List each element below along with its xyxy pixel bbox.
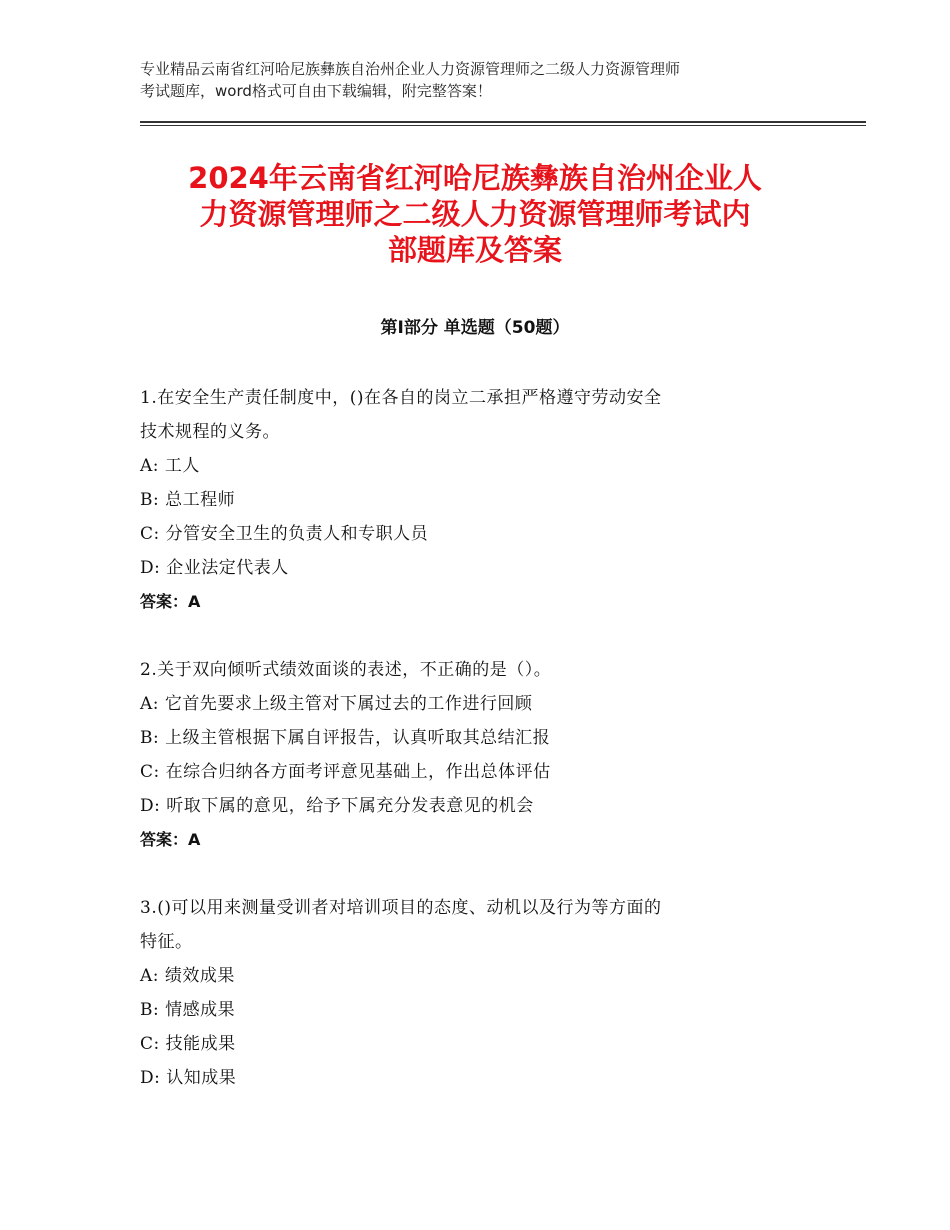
option-b: B: 情感成果: [140, 1000, 236, 1020]
question-3: [140, 891, 810, 1095]
header-line-2: 考试题库，word格式可自由下载编辑，附完整答案！: [140, 82, 492, 100]
title-line-1: 2024年云南省红河哈尼族彝族自治州企业人: [188, 161, 762, 195]
question-stem: 3.()可以用来测量受训者对培训项目的态度、动机以及行为等方面的: [140, 898, 662, 918]
question-stem: 1.在安全生产责任制度中，()在各自的岗立二承担严格遵守劳动安全: [140, 388, 662, 408]
title-line-3: 部题库及答案: [387, 233, 562, 267]
document-title: [120, 160, 830, 268]
option-c: C: 分管安全卫生的负责人和专职人员: [140, 524, 429, 544]
option-b: B: 上级主管根据下属自评报告，认真听取其总结汇报: [140, 728, 551, 748]
header-divider-thick: [140, 121, 866, 123]
question-1: [140, 381, 810, 619]
section-title: 第Ⅰ部分 单选题（50题）: [380, 318, 570, 338]
option-b: B: 总工程师: [140, 490, 236, 510]
option-d: D: 听取下属的意见，给予下属充分发表意见的机会: [140, 796, 534, 816]
question-stem-continued: 特征。: [140, 932, 193, 952]
option-a: A: 工人: [140, 456, 200, 476]
title-line-2: 力资源管理师之二级人力资源管理师考试内: [199, 197, 751, 231]
option-d: D: 认知成果: [140, 1068, 237, 1088]
question-stem-continued: 技术规程的义务。: [140, 422, 280, 442]
option-c: C: 在综合归纳各方面考评意见基础上，作出总体评估: [140, 762, 551, 782]
question-stem: 2.关于双向倾听式绩效面谈的表述，不正确的是（）。: [140, 660, 552, 680]
option-a: A: 绩效成果: [140, 966, 235, 986]
answer-text: 答案：A: [140, 830, 201, 849]
header-divider-thin: [140, 125, 866, 126]
answer-text: 答案：A: [140, 592, 201, 611]
question-2: [140, 653, 810, 857]
option-c: C: 技能成果: [140, 1034, 236, 1054]
option-a: A: 它首先要求上级主管对下属过去的工作进行回顾: [140, 694, 533, 714]
question-list: [140, 381, 810, 1129]
option-d: D: 企业法定代表人: [140, 558, 289, 578]
header-line-1: 专业精品云南省红河哈尼族彝族自治州企业人力资源管理师之二级人力资源管理师: [140, 60, 681, 78]
page-header: [140, 58, 820, 102]
